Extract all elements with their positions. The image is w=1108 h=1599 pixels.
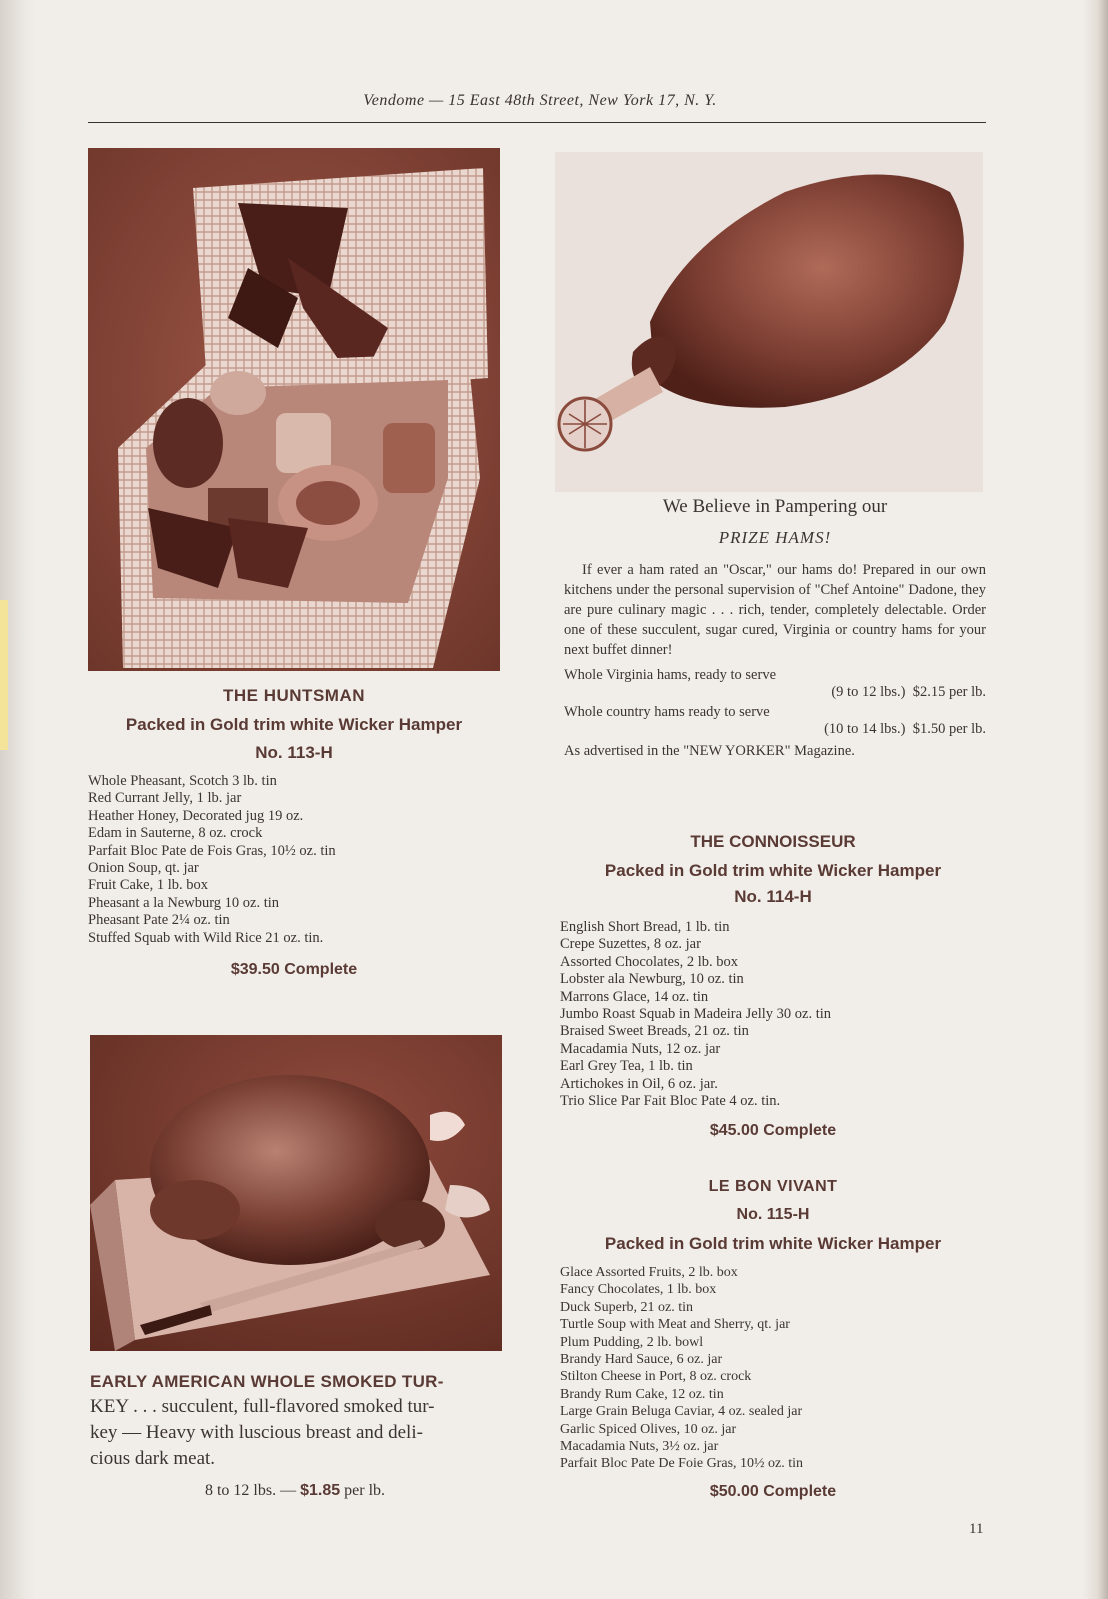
list-item: English Short Bread, 1 lb. tin	[560, 919, 730, 935]
list-item: Heather Honey, Decorated jug 19 oz.	[88, 807, 304, 824]
country-ham-weight: (10 to 14 lbs.)	[824, 721, 906, 737]
turkey-title: EARLY AMERICAN WHOLE SMOKED TUR-	[90, 1372, 444, 1391]
connoisseur-subtitle: Packed in Gold trim white Wicker Hamper	[604, 861, 942, 880]
turkey-price-line	[90, 1482, 500, 1500]
hams-subheading: PRIZE HAMS!	[718, 528, 832, 547]
list-item: Fruit Cake, 1 lb. box	[88, 877, 209, 894]
list-item: Stuffed Squab with Wild Rice 21 oz. tin.	[88, 929, 324, 946]
turkey-description-line: key — Heavy with luscious breast and deli-	[90, 1422, 423, 1443]
country-ham-price: $1.50 per lb.	[912, 721, 986, 737]
page-edge-shadow	[1082, 0, 1108, 1599]
list-item: Crepe Suzettes, 8 oz. jar	[560, 936, 701, 953]
list-item: Parfait Bloc Pate de Fois Gras, 10½ oz. tin	[88, 842, 336, 859]
bon-vivant-title: LE BON VIVANT	[708, 1178, 838, 1195]
virginia-ham-offer	[564, 665, 986, 702]
list-item: Brandy Hard Sauce, 6 oz. jar	[560, 1352, 723, 1368]
bon-vivant-item-list	[560, 1264, 986, 1473]
list-item: Macadamia Nuts, 3½ oz. jar	[560, 1439, 719, 1455]
hams-section	[564, 496, 986, 761]
connoisseur-price: $45.00 Complete	[709, 1122, 837, 1140]
huntsman-section	[88, 686, 500, 979]
list-item: Assorted Chocolates, 2 lb. box	[560, 953, 739, 970]
list-item: Jumbo Roast Squab in Madeira Jelly 30 oz. tin	[560, 1006, 832, 1023]
turkey-price-unit: per lb.	[344, 1482, 386, 1499]
list-item: Whole Pheasant, Scotch 3 lb. tin	[88, 773, 277, 789]
connoisseur-title: THE CONNOISSEUR	[690, 832, 856, 851]
list-item: Artichokes in Oil, 6 oz. jar.	[560, 1075, 718, 1092]
turkey-weight: 8 to 12 lbs. —	[204, 1482, 297, 1499]
huntsman-price: $39.50 Complete	[230, 961, 358, 979]
bon-vivant-subtitle: Packed in Gold trim white Wicker Hamper	[604, 1234, 942, 1253]
bon-vivant-price: $50.00 Complete	[709, 1482, 837, 1500]
list-item: Onion Soup, qt. jar	[88, 860, 199, 877]
list-item: Garlic Spiced Olives, 10 oz. jar	[560, 1421, 737, 1437]
page-gutter	[0, 0, 36, 1599]
header-rule	[88, 122, 986, 123]
list-item: Turtle Soup with Meat and Sherry, qt. jar	[560, 1317, 790, 1333]
virginia-ham-price-line	[564, 682, 986, 702]
turkey-description-line: KEY . . . succulent, full-flavored smoked tur-	[90, 1396, 435, 1417]
running-head: Vendome — 15 East 48th Street, New York 17, N. Y.	[363, 92, 717, 109]
smoked-turkey-photo	[90, 1035, 502, 1351]
advertised-note: As advertised in the "NEW YORKER" Magazine.	[564, 743, 855, 759]
hams-description: If ever a ham rated an "Oscar," our hams do! Prepared in our own kitchens under the personal supervision of "Chef Antoine" Dadone, they are pure culinary magic . . . rich, tender, completely delectable. Order one of these succulent, sugar cured, Virginia or country hams for your next buffet dinner!	[564, 562, 986, 658]
list-item: Pheasant Pate 2¼ oz. tin	[88, 912, 230, 929]
list-item: Marrons Glace, 14 oz. tin	[560, 988, 709, 1005]
huntsman-title: THE HUNTSMAN	[223, 686, 365, 705]
list-item: Plum Pudding, 2 lb. bowl	[560, 1334, 704, 1350]
list-item: Edam in Sauterne, 8 oz. crock	[88, 825, 263, 842]
country-ham-label: Whole country hams ready to serve	[564, 704, 770, 720]
turkey-section	[90, 1372, 500, 1500]
huntsman-number: No. 113-H	[255, 743, 333, 762]
turkey-description-line: cious dark meat.	[90, 1448, 216, 1469]
list-item: Macadamia Nuts, 12 oz. jar	[560, 1040, 721, 1057]
turkey-description	[90, 1394, 500, 1472]
list-item: Brandy Rum Cake, 12 oz. tin	[560, 1386, 724, 1402]
virginia-ham-weight: (9 to 12 lbs.)	[831, 684, 906, 700]
list-item: Glace Assorted Fruits, 2 lb. box	[560, 1265, 738, 1280]
huntsman-subtitle: Packed in Gold trim white Wicker Hamper	[125, 715, 463, 734]
list-item: Fancy Chocolates, 1 lb. box	[560, 1282, 717, 1298]
list-item: Stilton Cheese in Port, 8 oz. crock	[560, 1369, 752, 1385]
hams-heading: We Believe in Pampering our	[662, 496, 888, 517]
virginia-ham-label: Whole Virginia hams, ready to serve	[564, 667, 777, 683]
prize-ham-photo	[555, 152, 983, 492]
list-item: Earl Grey Tea, 1 lb. tin	[560, 1058, 693, 1075]
country-ham-price-line	[564, 719, 986, 739]
page-number: 11	[969, 1521, 984, 1537]
list-item: Parfait Bloc Pate De Foie Gras, 10½ oz. tin	[560, 1456, 804, 1472]
list-item: Pheasant a la Newburg 10 oz. tin	[88, 894, 280, 911]
huntsman-item-list	[88, 773, 500, 947]
country-ham-offer	[564, 702, 986, 739]
connoisseur-section	[560, 832, 986, 1140]
adjacent-page-tab	[0, 600, 8, 750]
connoisseur-number: No. 114-H	[734, 887, 812, 906]
connoisseur-item-list	[560, 919, 986, 1110]
list-item: Braised Sweet Breads, 21 oz. tin	[560, 1023, 749, 1040]
list-item: Red Currant Jelly, 1 lb. jar	[88, 790, 242, 807]
list-item: Trio Slice Par Fait Bloc Pate 4 oz. tin.	[560, 1093, 781, 1110]
wicker-hamper-photo	[88, 148, 500, 671]
list-item: Large Grain Beluga Caviar, 4 oz. sealed jar	[560, 1404, 803, 1420]
list-item: Duck Superb, 21 oz. tin	[560, 1299, 693, 1315]
bon-vivant-section	[560, 1178, 986, 1501]
list-item: Lobster ala Newburg, 10 oz. tin	[560, 971, 744, 988]
bon-vivant-number: No. 115-H	[736, 1206, 810, 1223]
virginia-ham-price: $2.15 per lb.	[912, 684, 986, 700]
turkey-price: $1.85	[300, 1482, 341, 1499]
